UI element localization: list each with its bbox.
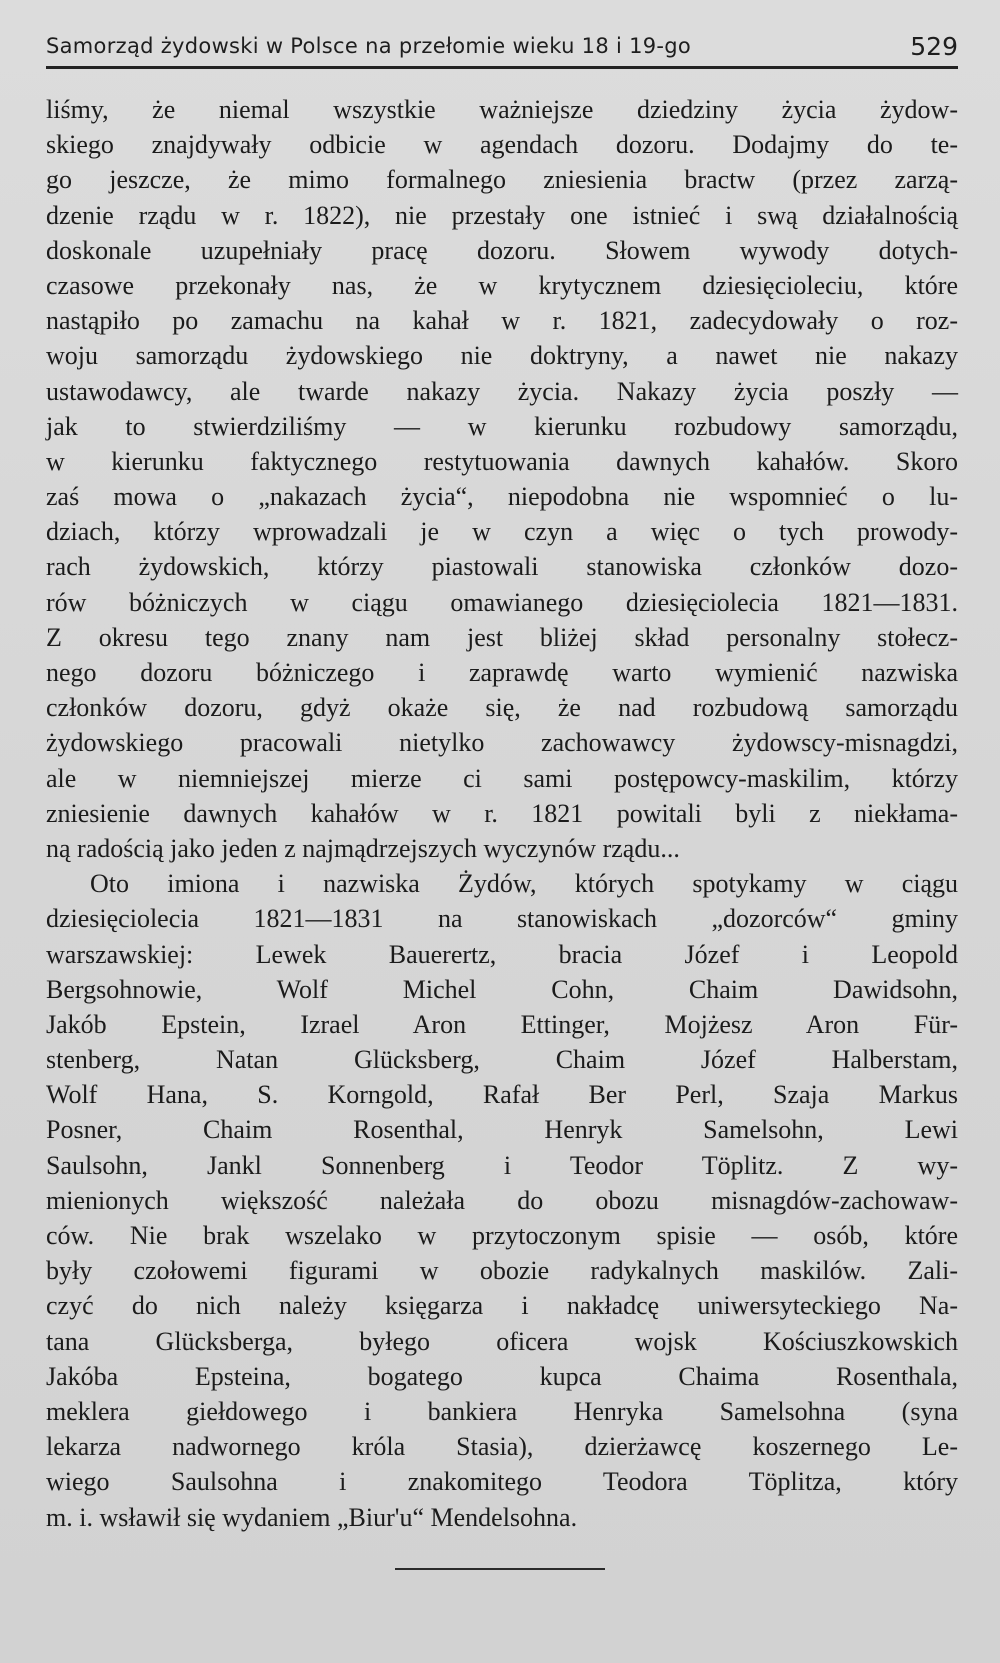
- section-end-rule: [395, 1568, 605, 1570]
- text-line: warszawskiej: Lewek Bauerertz, bracia Józef i Leopold: [46, 939, 958, 969]
- text-line: rów bóżniczych w ciągu omawianego dziesięciolecia 1821—1831.: [46, 587, 958, 617]
- text-line: dzenie rządu w r. 1822), nie przestały one istnieć i swą działalnością: [46, 200, 958, 230]
- running-title: Samorząd żydowski w Polsce na przełomie wieku 18 i 19-go: [46, 34, 692, 58]
- text-line: dziach, którzy wprowadzali je w czyn a więc o tych prowody-: [46, 517, 958, 547]
- text-line: Bergsohnowie, Wolf Michel Cohn, Chaim Dawidsohn,: [46, 974, 958, 1004]
- header-rule: [46, 66, 958, 69]
- text-line: wiego Saulsohna i znakomitego Teodora Töplitza, który: [46, 1467, 958, 1497]
- text-line: woju samorządu żydowskiego nie doktryny, a nawet nie nakazy: [46, 341, 958, 371]
- text-line: go jeszcze, że mimo formalnego zniesienia bractw (przez zarzą-: [46, 165, 958, 195]
- text-line: ną radością jako jeden z najmądrzejszych wyczynów rządu...: [46, 833, 680, 863]
- body-text: [46, 92, 958, 1535]
- text-line: Z okresu tego znany nam jest bliżej skład personalny stołecz-: [46, 622, 958, 652]
- text-line: zniesienie dawnych kahałów w r. 1821 powitali byli z niekłama-: [46, 798, 958, 828]
- page-header: [46, 26, 958, 68]
- text-line: w kierunku faktycznego restytuowania dawnych kahałów. Skoro: [46, 446, 958, 476]
- text-line: lekarza nadwornego króla Stasia), dzierżawcę koszernego Le-: [46, 1432, 958, 1462]
- text-line: Saulsohn, Jankl Sonnenberg i Teodor Töplitz. Z wy-: [46, 1150, 958, 1180]
- text-line: Jakóba Epsteina, bogatego kupca Chaima Rosenthala,: [46, 1361, 958, 1391]
- text-line: Jakób Epstein, Izrael Aron Ettinger, Mojżesz Aron Für-: [46, 1009, 958, 1039]
- text-line: były czołowemi figurami w obozie radykalnych maskilów. Zali-: [46, 1256, 958, 1286]
- text-line: stenberg, Natan Glücksberg, Chaim Józef Halberstam,: [46, 1045, 958, 1075]
- text-line: Wolf Hana, S. Korngold, Rafał Ber Perl, Szaja Markus: [46, 1080, 958, 1110]
- text-line: nastąpiło po zamachu na kahał w r. 1821, zadecydowały o roz-: [46, 306, 958, 336]
- text-line: czasowe przekonały nas, że w krytycznem dziesięcioleciu, które: [46, 270, 958, 300]
- text-line: ale w niemniejszej mierze ci sami postępowcy-maskilim, którzy: [46, 763, 958, 793]
- text-line: meklera giełdowego i bankiera Henryka Samelsohna (syna: [46, 1396, 958, 1426]
- text-line: liśmy, że niemal wszystkie ważniejsze dziedziny życia żydow-: [46, 95, 958, 124]
- text-line: skiego znajdywały odbicie w agendach dozoru. Dodajmy do te-: [46, 130, 958, 160]
- text-line: Oto imiona i nazwiska Żydów, których spotykamy w ciągu: [90, 869, 958, 899]
- text-line: rach żydowskich, którzy piastowali stanowiska członków dozo-: [46, 552, 958, 582]
- text-line: mienionych większość należała do obozu misnagdów-zachowaw-: [46, 1185, 958, 1215]
- text-line: żydowskiego pracowali nietylko zachowawcy żydowscy-misnagdzi,: [46, 728, 958, 758]
- text-line: dziesięciolecia 1821—1831 na stanowiskach „dozorców“ gminy: [46, 904, 958, 934]
- text-line: nego dozoru bóżniczego i zaprawdę warto wymienić nazwiska: [46, 658, 958, 687]
- text-line: m. i. wsławił się wydaniem „Biur'u“ Mendelsohna.: [46, 1502, 578, 1532]
- text-line: doskonale uzupełniały pracę dozoru. Słowem wywody dotych-: [46, 235, 958, 265]
- text-line: Posner, Chaim Rosenthal, Henryk Samelsohn, Lewi: [46, 1115, 958, 1145]
- page-number: 529: [910, 32, 958, 61]
- text-line: czyć do nich należy księgarza i nakładcę uniwersyteckiego Na-: [46, 1291, 958, 1321]
- text-line: tana Glücksberga, byłego oficera wojsk Kościuszkowskich: [46, 1326, 958, 1356]
- text-line: jak to stwierdziliśmy — w kierunku rozbudowy samorządu,: [46, 411, 958, 441]
- text-line: członków dozoru, gdyż okaże się, że nad rozbudową samorządu: [46, 693, 958, 723]
- text-line: zaś mowa o „nakazach życia“, niepodobna nie wspomnieć o lu-: [46, 482, 958, 512]
- text-line: ców. Nie brak wszelako w przytoczonym spisie — osób, które: [46, 1221, 958, 1250]
- text-line: ustawodawcy, ale twarde nakazy życia. Nakazy życia poszły —: [46, 376, 958, 406]
